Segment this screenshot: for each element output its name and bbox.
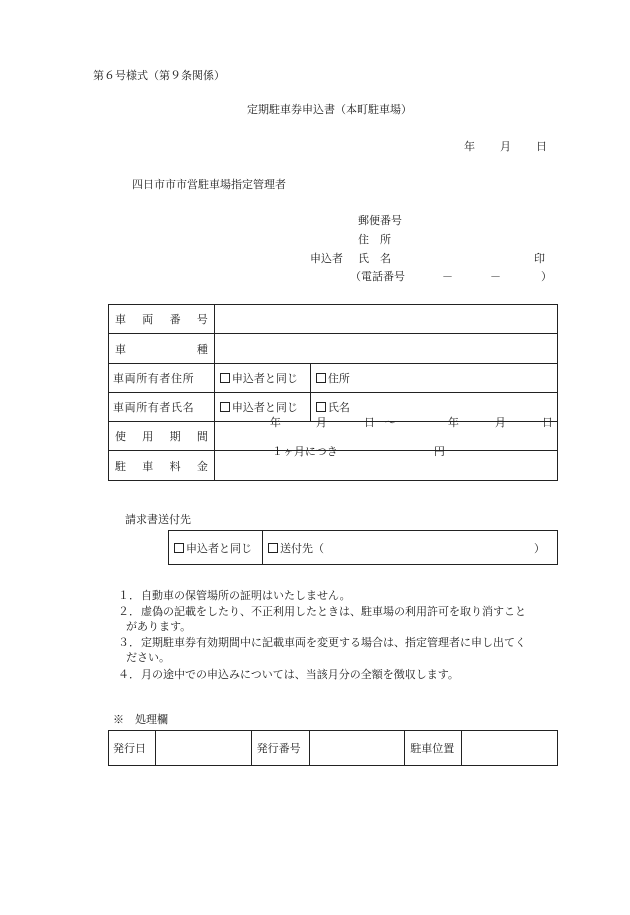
- note-3-number: ３．: [118, 636, 140, 649]
- form-number: 第６号様式（第９条関係）: [93, 69, 225, 82]
- note-2-number: ２．: [118, 605, 140, 618]
- processing-heading: ※ 処理欄: [113, 713, 168, 726]
- owner-address-same-option[interactable]: 申込者と同じ: [214, 364, 310, 393]
- phone-label: （電話番号: [350, 270, 405, 283]
- note-1-text: 自動車の保管場所の証明はいたしません。: [141, 589, 351, 602]
- checkbox-icon[interactable]: [268, 543, 278, 553]
- checkbox-icon[interactable]: [174, 543, 184, 553]
- checkbox-icon[interactable]: [316, 402, 326, 412]
- parking-fee-field[interactable]: １ヶ月につき 円: [214, 451, 557, 481]
- checkbox-icon[interactable]: [220, 373, 230, 383]
- phone-close: ）: [541, 270, 552, 283]
- usage-period-field[interactable]: 年 月 日 ～ 年 月 日: [214, 422, 557, 451]
- note-3-continuation: ださい。: [126, 651, 170, 664]
- issue-date-label: 発行日: [109, 731, 156, 766]
- billing-same-option[interactable]: 申込者と同じ: [169, 531, 263, 565]
- checkbox-icon[interactable]: [220, 402, 230, 412]
- vehicle-type-field[interactable]: [214, 334, 557, 364]
- parking-position-field[interactable]: [462, 731, 558, 766]
- parking-position-label: 駐車位置: [405, 731, 462, 766]
- note-4-text: 月の途中での申込みについては、当該月分の全額を徴収します。: [141, 668, 459, 681]
- form-title: 定期駐車券申込書（本町駐車場）: [247, 103, 412, 116]
- issue-date-field[interactable]: [155, 731, 251, 766]
- owner-address-label: 車両所有者住所: [109, 364, 215, 393]
- vehicle-number-field[interactable]: [214, 305, 557, 334]
- vehicle-type-row: [109, 334, 558, 364]
- note-2-continuation: があります。: [126, 620, 192, 633]
- vehicle-number-label: 車 両 番 号: [109, 305, 215, 334]
- phone-dash-1: －: [442, 270, 453, 283]
- owner-name-row: [109, 393, 558, 422]
- billing-send-to-option[interactable]: 送付先（ ）: [262, 531, 557, 565]
- checkbox-icon[interactable]: [316, 373, 326, 383]
- vehicle-number-row: [109, 305, 558, 334]
- phone-dash-2: －: [490, 270, 501, 283]
- name-label: 氏 名: [358, 252, 391, 265]
- date-month-label: 月: [500, 140, 511, 153]
- postal-code-label: 郵便番号: [358, 214, 402, 227]
- owner-name-same-option[interactable]: 申込者と同じ: [214, 393, 310, 422]
- processing-table: [108, 730, 558, 766]
- parking-fee-label: 駐 車 料 金: [109, 451, 215, 481]
- owner-name-other-option[interactable]: 氏名: [310, 393, 557, 422]
- usage-period-label: 使 用 期 間: [109, 422, 215, 451]
- parking-fee-row: [109, 451, 558, 481]
- note-3-text: 定期駐車券有効期間中に記載車両を変更する場合は、指定管理者に申し出てく: [141, 636, 526, 649]
- billing-table: [168, 530, 558, 565]
- note-4-number: ４．: [118, 668, 140, 681]
- issue-number-field[interactable]: [309, 731, 405, 766]
- seal-mark: 印: [534, 252, 545, 265]
- issue-number-label: 発行番号: [251, 731, 309, 766]
- billing-heading: 請求書送付先: [125, 513, 191, 526]
- note-2-text: 虚偽の記載をしたり、不正利用したときは、駐車場の利用許可を取り消すこと: [141, 605, 526, 618]
- vehicle-type-label: 車 種: [109, 334, 215, 364]
- applicant-label: 申込者: [310, 252, 343, 265]
- owner-address-row: [109, 364, 558, 393]
- address-label: 住 所: [358, 233, 391, 246]
- application-table: [108, 304, 558, 481]
- owner-address-other-option[interactable]: 住所: [310, 364, 557, 393]
- note-1-number: １．: [118, 589, 140, 602]
- date-year-label: 年: [464, 140, 475, 153]
- addressee: 四日市市市営駐車場指定管理者: [132, 178, 286, 191]
- owner-name-label: 車両所有者氏名: [109, 393, 215, 422]
- date-day-label: 日: [536, 140, 547, 153]
